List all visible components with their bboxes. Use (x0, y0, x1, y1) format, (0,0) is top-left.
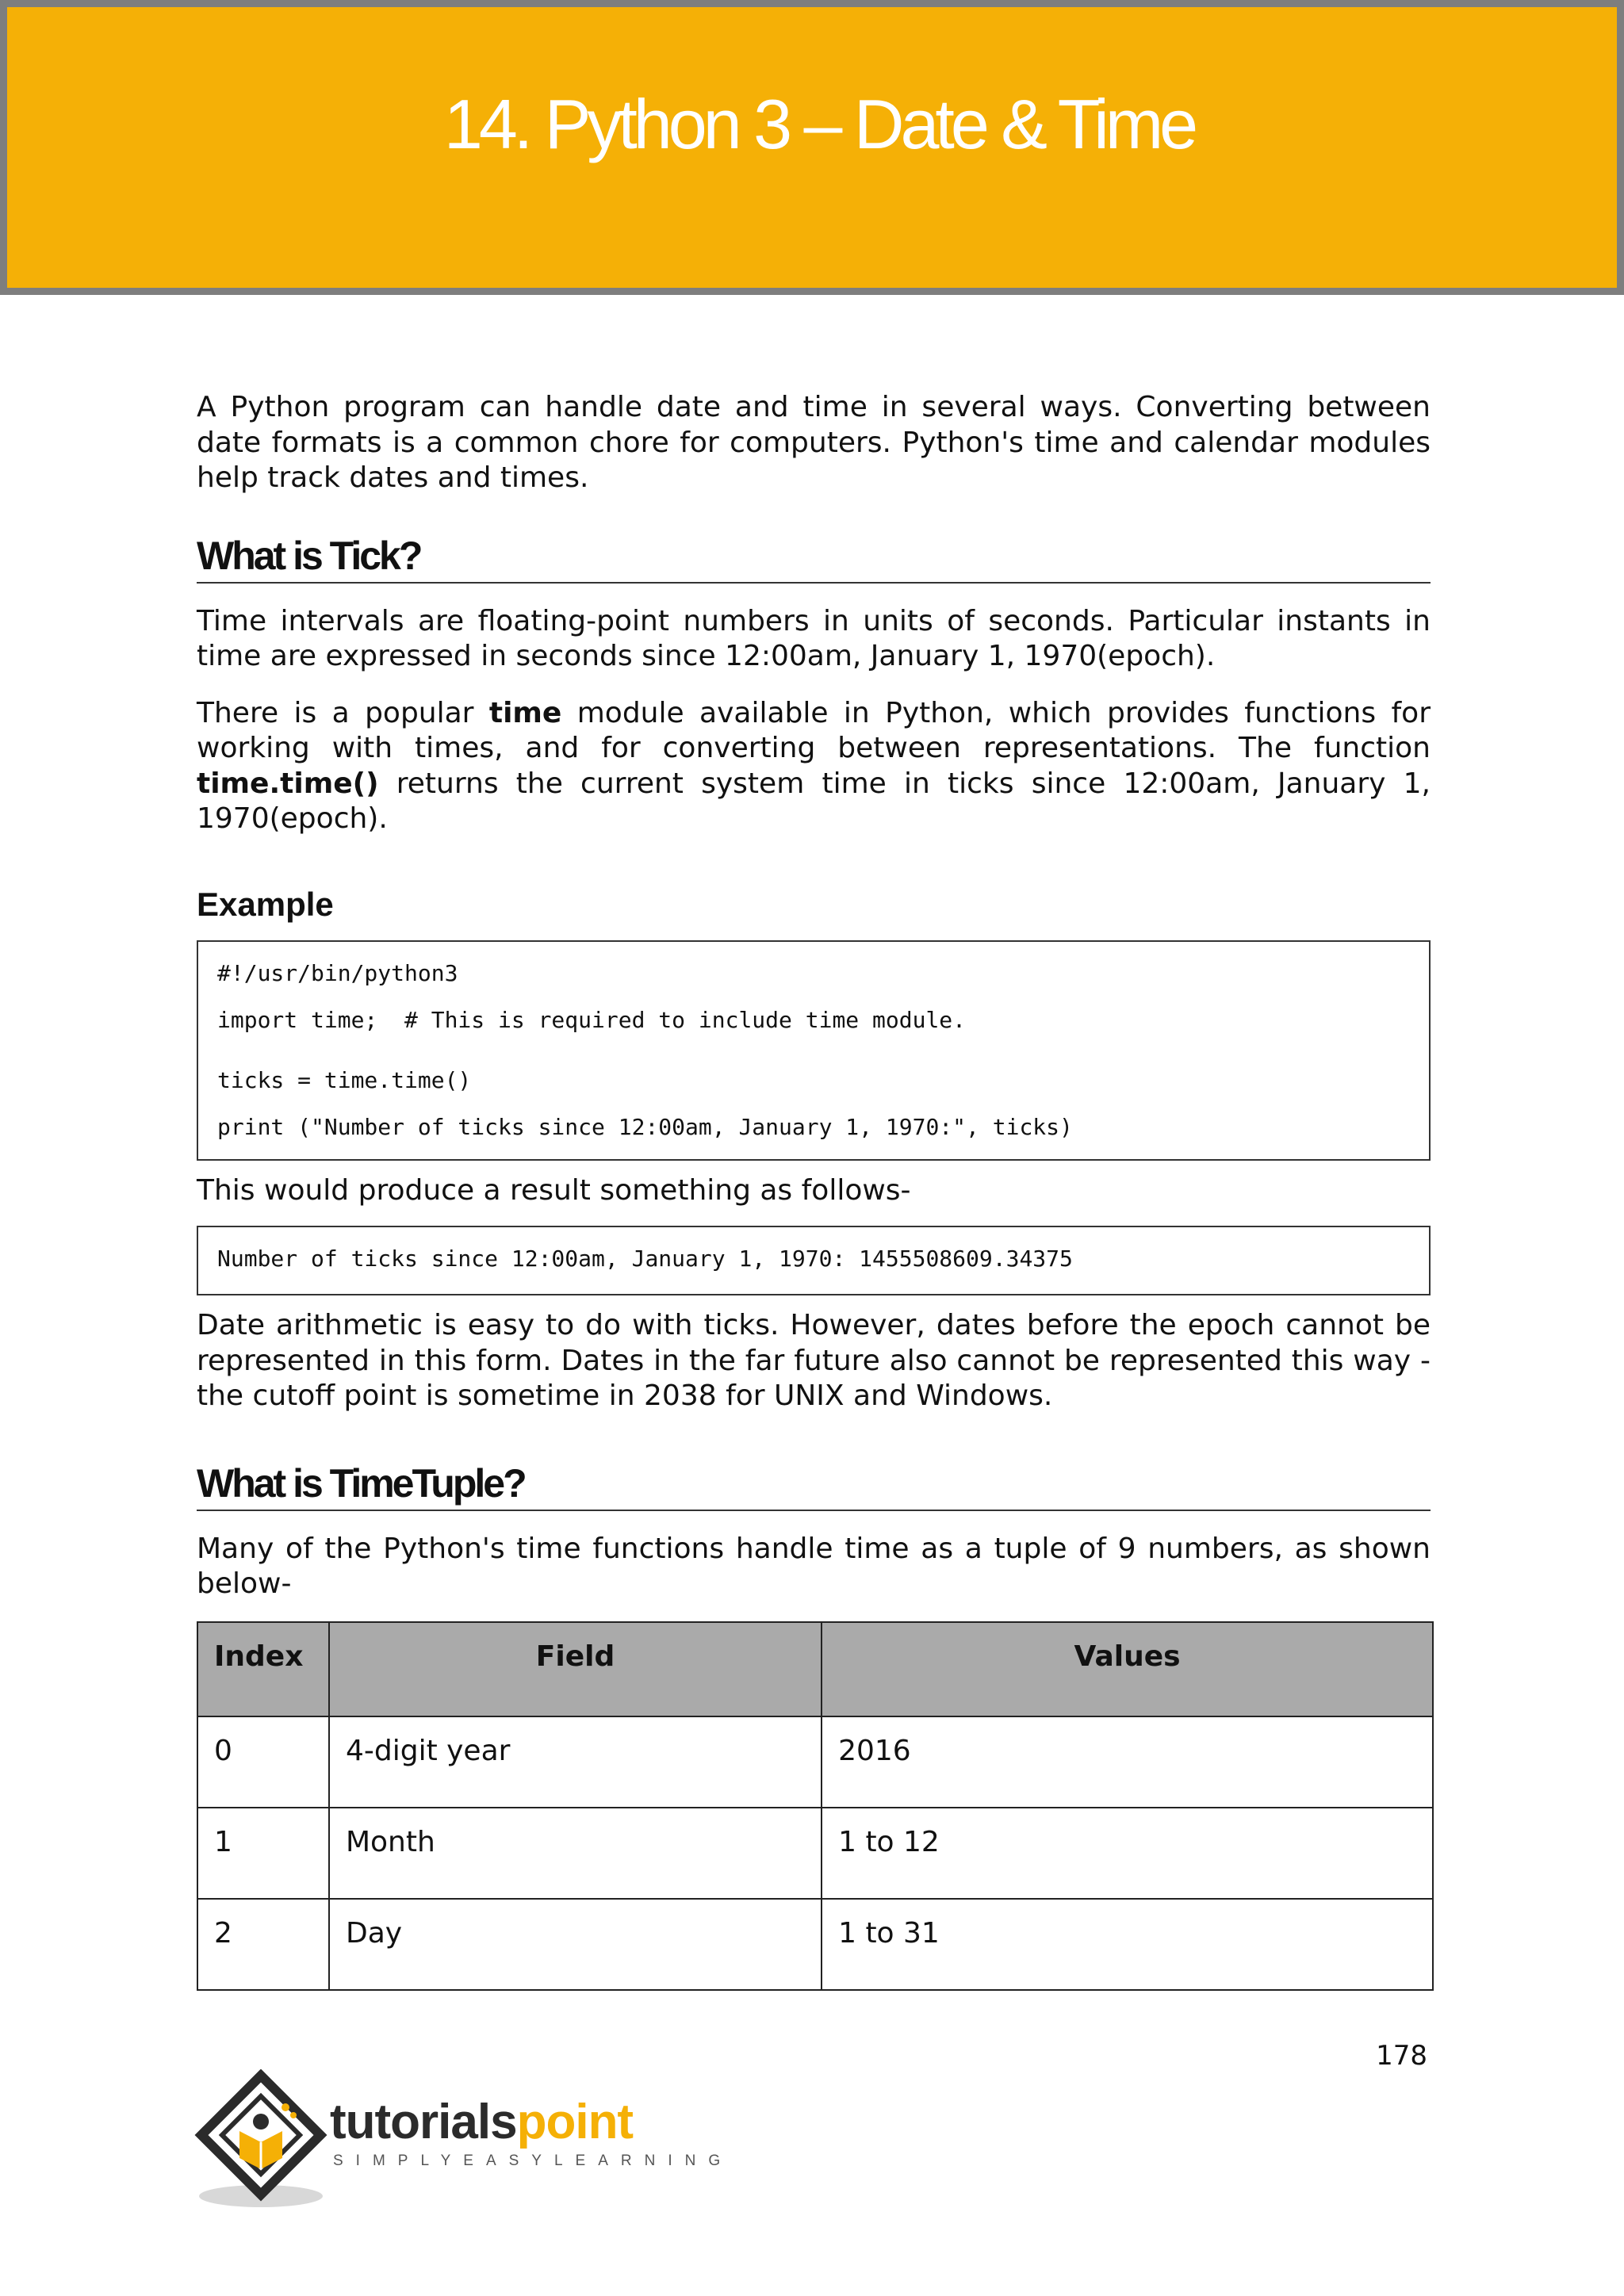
table-cell-index: 1 (197, 1808, 329, 1899)
output-line: Number of ticks since 12:00am, January 1, 1970: 1455508609.34375 (217, 1246, 1073, 1272)
table-header-row (197, 1622, 1433, 1716)
timetuple-table (197, 1621, 1434, 1991)
code-line-shebang: #!/usr/bin/python3 (217, 959, 458, 986)
page-number: 178 (1376, 2040, 1427, 2072)
tick-para2-bold-function: time.time() (197, 767, 379, 800)
code-example-box (197, 940, 1431, 1161)
table-row (197, 1716, 1433, 1808)
table-header-field: Field (329, 1622, 822, 1716)
output-box (197, 1226, 1431, 1295)
result-intro-paragraph: This would produce a result something as follows- (197, 1173, 911, 1207)
code-line-print: print ("Number of ticks since 12:00am, January 1, 1970:", ticks) (217, 1113, 1073, 1140)
table-cell-field: 4-digit year (329, 1716, 822, 1808)
table-cell-index: 0 (197, 1716, 329, 1808)
table-row (197, 1808, 1433, 1899)
logo-word-dark: tutorials (330, 2095, 517, 2149)
heading-what-is-tick: What is Tick? (197, 536, 1431, 584)
logo-emblem-icon (193, 2069, 328, 2212)
chapter-title: 14. Python 3 – Date & Time (443, 85, 1195, 163)
tick-paragraph-3: Date arithmetic is easy to do with ticks. However, dates before the epoch cannot be represented in this form. Dates in the far future also cannot be represented this way - the cutoff point is sometime in 2038 for UNIX and Windows. (197, 1309, 1431, 1412)
timetuple-intro-paragraph: Many of the Python's time functions handle time as a tuple of 9 numbers, as shown below- (197, 1532, 1431, 1600)
table-cell-values: 1 to 31 (822, 1899, 1433, 1990)
logo-wordmark (330, 2095, 634, 2149)
tick-para2-bold-time: time (488, 696, 562, 729)
code-line-import: import time; # This is required to include time module. (217, 1006, 967, 1033)
table-cell-field: Month (329, 1808, 822, 1899)
tick-para2-text-1: There is a popular (197, 696, 489, 729)
intro-paragraph: A Python program can handle date and time in several ways. Converting between date formats is a common chore for computers. Python's time and calendar modules help track dates and times. (197, 391, 1431, 494)
table-header-values: Values (822, 1622, 1433, 1716)
table-cell-index: 2 (197, 1899, 329, 1990)
page-content (197, 390, 1431, 1991)
table-header-index: Index (197, 1622, 329, 1716)
table-cell-values: 2016 (822, 1716, 1433, 1808)
table-cell-field: Day (329, 1899, 822, 1990)
tick-para2-text-3: returns the current system time in ticks since 12:00am, January 1, 1970(epoch). (197, 767, 1431, 835)
heading-what-is-timetuple: What is TimeTuple? (197, 1464, 1431, 1511)
chapter-header (0, 0, 1624, 295)
tick-paragraph-1: Time intervals are floating-point numbers in units of seconds. Particular instants in time are expressed in seconds since 12:00am, January 1, 1970(epoch). (197, 604, 1431, 672)
tutorialspoint-logo (193, 2069, 733, 2212)
logo-word-accent: point (516, 2095, 634, 2149)
code-line-ticks: ticks = time.time() (217, 1066, 472, 1093)
logo-tagline: SIMPLYEASYLEARNING (333, 2152, 733, 2169)
tick-para2-text-2: module available in Python, which provides functions for working with times, and for converting between representations. The function (197, 696, 1431, 764)
table-cell-values: 1 to 12 (822, 1808, 1433, 1899)
heading-example: Example (197, 885, 334, 923)
tick-paragraph-2 (197, 696, 1431, 837)
table-row (197, 1899, 1433, 1990)
